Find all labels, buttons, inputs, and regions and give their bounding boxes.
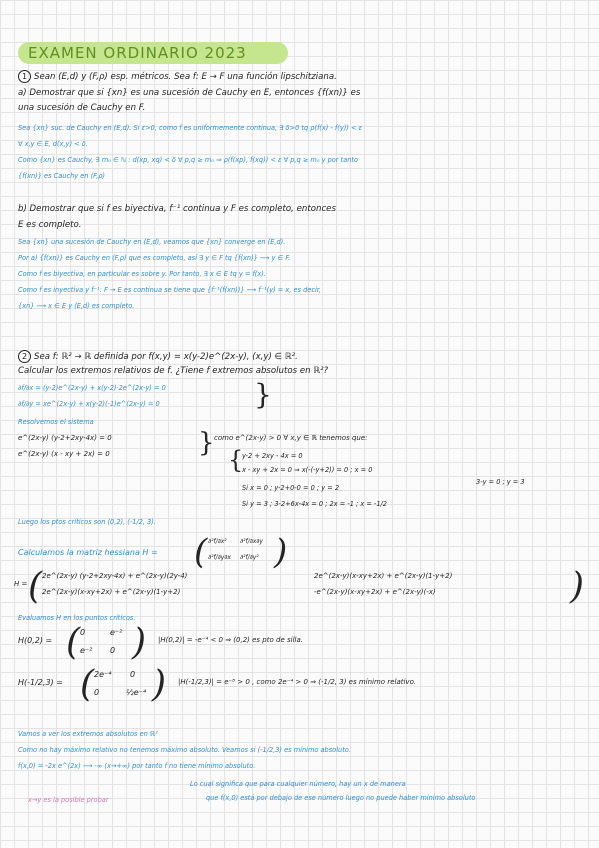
hessian-symbolic xyxy=(194,532,288,572)
q2-abs-1: Vamos a ver los extremos absolutos en ℝ² xyxy=(18,730,158,738)
paren-left-icon: ( xyxy=(28,566,43,607)
h13-11: 2e⁻⁴ xyxy=(94,670,112,679)
h13-12: 0 xyxy=(130,670,136,679)
q1b-statement-2: E es completo. xyxy=(18,220,82,230)
h13-21: 0 xyxy=(94,688,100,697)
h-21: 2e^(2x-y)(x-xy+2x) + e^(2x-y)(1-y+2) xyxy=(42,588,181,596)
paren-right-icon: ) xyxy=(152,664,167,705)
hessian-matrix xyxy=(14,566,585,607)
q2-hessian-intro: Calculamos la matriz hessiana H = xyxy=(18,548,158,557)
brace-icon: } xyxy=(198,428,215,458)
q2-intro-text: Sea f: ℝ² → ℝ definida por f(x,y) = x(y-2)e^(2x-y), (x,y) ∈ ℝ². xyxy=(34,352,298,362)
q2-partial-y: ∂f/∂y = xe^(2x-y) + x(y-2)(-1)e^(2x-y) = 0 xyxy=(18,400,160,408)
q1b-solution-2: Por a) {f(xn)} es Cauchy en (F,ρ) que es completo, así ∃ y ∈ F tq {f(xn)} ⟶ y ∈ F. xyxy=(18,254,291,262)
h02-11: 0 xyxy=(80,628,86,637)
q2-abs-3: f(x,0) = -2x e^(2x) ⟶ -∞ (x→+∞) por tanto f no tiene mínimo absoluto. xyxy=(18,762,256,770)
h02-12: e⁻² xyxy=(110,628,123,637)
q2-question: Calcular los extremos relativos de f. ¿Tiene f extremos absolutos en ℝ²? xyxy=(18,366,329,376)
brace-left-icon: { xyxy=(228,446,244,474)
q1-number: 1 xyxy=(18,70,31,83)
q1b-solution-4: Como f es inyectiva y f⁻¹: F → E es continua se tiene que {f⁻¹(f(xn))} ⟶ f⁻¹(y) = x, es decir, xyxy=(18,286,321,294)
h02-label: H(0,2) = xyxy=(18,636,53,645)
h13-result: |H(-1/2,3)| = e⁻⁸ > 0 , como 2e⁻⁴ > 0 ⇒ (-1/2, 3) es mínimo relativo. xyxy=(178,678,417,686)
q1a-solution-2: ∀ x,y ∈ E, d(x,y) < δ. xyxy=(18,140,88,148)
hessian-at-min xyxy=(18,664,588,705)
hessian-at-0-2 xyxy=(18,622,578,663)
d2f-dy2: ∂²f/∂y² xyxy=(240,554,259,561)
q1b-solution-1: Sea {xn} una sucesión de Cauchy en (E,d), veamos que {xn} converge en (E,d). xyxy=(18,238,286,246)
paren-left-icon: ( xyxy=(194,532,208,572)
exam-title: EXAMEN ORDINARIO 2023 xyxy=(18,42,288,64)
q1b-solution-3: Como f es biyectiva, en particular es sobre y. Por tanto, ∃ x ∈ E tq y = f(x). xyxy=(18,270,266,278)
q1b-solution-5: {xn} ⟶ x ∈ E y (E,d) es completo. xyxy=(18,302,135,310)
h-22: -e^(2x-y)(x-xy+2x) + e^(2x-y)(-x) xyxy=(314,588,436,596)
q1-intro xyxy=(18,70,337,83)
q2-case-2b: 3-y = 0 ; y = 3 xyxy=(476,478,525,486)
h13-label: H(-1/2,3) = xyxy=(18,678,63,687)
q2-partial-x: ∂f/∂x = (y-2)e^(2x-y) + x(y-2)·2e^(2x-y) = 0 xyxy=(18,384,166,392)
paren-left-icon: ( xyxy=(66,622,81,663)
h-12: 2e^(2x-y)(x-xy+2x) + e^(2x-y)(1-y+2) xyxy=(314,572,453,580)
paren-right-icon: ) xyxy=(570,566,585,607)
q2-number: 2 xyxy=(18,350,31,363)
h02-result: |H(0,2)| = -e⁻⁴ < 0 ⇒ (0,2) es pto de silla. xyxy=(158,636,303,644)
q1a-statement-1: a) Demostrar que si {xn} es una sucesión de Cauchy en E, entonces {f(xn)} es xyxy=(18,88,361,98)
h-11: 2e^(2x-y) (y-2+2xy-4x) + e^(2x-y)(2y-4) xyxy=(42,572,188,580)
q2-case-2: x - xy + 2x = 0 ⇒ x(-(-y+2)) = 0 ; x = 0 xyxy=(242,466,373,474)
paren-right-icon: ) xyxy=(274,532,288,572)
q2-abs-2: Como no hay máximo relativo no tenemos máximo absoluto. Veamos si (-1/2,3) es mínimo absoluto. xyxy=(18,746,351,754)
brace-icon: } xyxy=(254,378,272,411)
d2f-dydx: ∂²f/∂y∂x xyxy=(208,554,231,561)
d2f-dx2: ∂²f/∂x² xyxy=(208,538,227,545)
h-label: H = xyxy=(14,580,28,588)
q2-como: como e^(2x-y) > 0 ∀ x,y ∈ ℝ tenemos que: xyxy=(214,434,368,442)
paren-right-icon: ) xyxy=(132,622,147,663)
q2-case-1: y-2 + 2xy - 4x = 0 xyxy=(242,452,303,460)
q2-resolve: Resolvemos el sistema xyxy=(18,418,94,426)
q2-abs-4: Lo cual significa que para cualquier número, hay un x de manera xyxy=(190,780,406,788)
q1b-statement-1: b) Demostrar que si f es biyectiva, f⁻¹ continua y F es completo, entonces xyxy=(18,204,336,214)
q1-intro-text: Sean (E,d) y (F,ρ) esp. métricos. Sea f: E → F una función lipschitziana. xyxy=(34,72,337,82)
h02-22: 0 xyxy=(110,646,116,655)
q1a-solution-1: Sea {xn} suc. de Cauchy en (E,d). Si ε>0, como f es uniformemente continua, ∃ δ>0 tq ρ(f(x) - f(y)) < ε xyxy=(18,124,363,132)
h02-21: e⁻² xyxy=(80,646,93,655)
q1a-solution-3: Como {xn} es Cauchy, ∃ m₀ ∈ ℕ : d(xp, xq) < δ ∀ p,q ≥ m₀ ⇒ ρ(f(xp), f(xq)) < ε ∀ p,q ≥ m₀ y por tanto xyxy=(18,156,359,164)
q2-case-3: Si x = 0 ; y-2+0-0 = 0 ; y = 2 xyxy=(242,484,340,492)
q2-critical-points: Luego los ptos críticos son (0,2), (-1/2, 3). xyxy=(18,518,156,526)
q1a-solution-4: {f(xn)} es Cauchy en (F,ρ) xyxy=(18,172,105,180)
q2-abs-5: que f(x,0) está por debajo de ese número luego no puede haber mínimo absoluto xyxy=(206,794,476,802)
h13-22: ½e⁻⁴ xyxy=(126,688,147,697)
q1a-statement-2: una sucesión de Cauchy en F. xyxy=(18,103,146,113)
q2-intro xyxy=(18,350,298,363)
d2f-dxdy: ∂²f/∂x∂y xyxy=(240,538,263,545)
q2-eval-intro: Evaluamos H en los puntos críticos. xyxy=(18,614,136,622)
q2-system-2: e^(2x-y) (x - xy + 2x) = 0 xyxy=(18,450,110,458)
q2-system-1: e^(2x-y) (y-2+2xy-4x) = 0 xyxy=(18,434,112,442)
paren-left-icon: ( xyxy=(80,664,95,705)
q2-case-4: Si y = 3 ; 3-2+6x-4x = 0 ; 2x = -1 ; x = -1/2 xyxy=(242,500,387,508)
pink-note: x→y es la posible probar xyxy=(28,796,109,804)
